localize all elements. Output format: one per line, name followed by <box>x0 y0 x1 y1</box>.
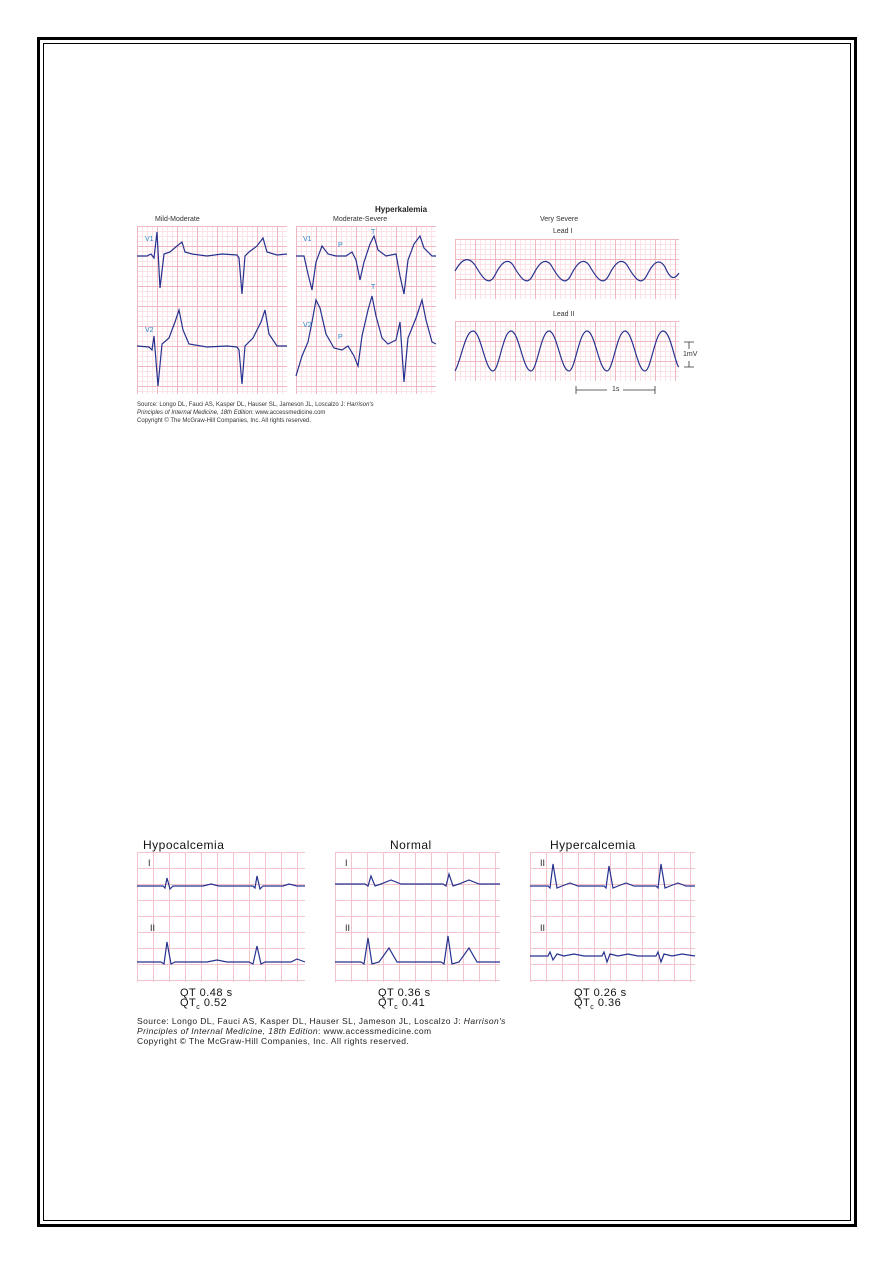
ecg-trace-very-severe-lead-i <box>455 239 679 299</box>
lead-i-label-hypercalcemia: II <box>540 858 546 868</box>
qt-value-normal: QT 0.36 s <box>378 987 431 999</box>
lead-ii-label-hypercalcemia: II <box>540 923 546 933</box>
hyperkalemia-source: Source: Longo DL, Fauci AS, Kasper DL, Hauser SL, Jameson JL, Loscalzo J: Harrison's Principles of Internal Medicine, 18th Edition: www.accessmedicine.com Copyright © The McGraw-Hill Companies, Inc. All rights reserved. <box>137 402 374 424</box>
panel-title-normal: Normal <box>390 838 432 852</box>
qtc-value-hypocalcemia: $QT_c$ 0.52 <box>180 997 228 1012</box>
lead-ii-label-normal: II <box>345 923 351 933</box>
lead-label-v2: V2 <box>145 327 154 334</box>
ecg-trace-very-severe-lead-ii <box>455 321 679 381</box>
lead-label-v2-moderate: V2 <box>303 322 312 329</box>
panel-title-mild-moderate: Mild-Moderate <box>155 216 200 223</box>
lead-label-v1: V1 <box>145 236 154 243</box>
ecg-trace-mild-moderate <box>137 226 287 394</box>
ecg-trace-moderate-severe <box>296 226 436 394</box>
panel-title-very-severe: Very Severe <box>540 216 579 223</box>
p-wave-label-v2: P <box>338 334 343 341</box>
qt-value-hypocalcemia: QT 0.48 s <box>180 987 233 999</box>
qtc-value-normal: $QT_c$ 0.41 <box>378 997 426 1012</box>
qt-value-hypercalcemia: QT 0.26 s <box>574 987 627 999</box>
lead-i-label-normal: I <box>345 858 348 868</box>
panel-title-moderate-severe: Moderate-Severe <box>333 216 388 223</box>
lead-i-title: Lead I <box>553 228 573 235</box>
qtc-value-hypercalcemia: $QT_c$ 0.36 <box>574 997 622 1012</box>
time-scale-label: 1s <box>612 386 620 393</box>
ecg-trace-hypercalcemia <box>530 852 695 982</box>
ecg-grid-hypocalcemia <box>137 852 305 982</box>
ecg-grid-normal <box>335 852 500 982</box>
ecg-grid-very-severe-lead-ii <box>455 321 679 381</box>
ecg-grid-moderate-severe <box>296 226 436 394</box>
lead-label-v1-moderate: V1 <box>303 236 312 243</box>
ecg-grid-hypercalcemia <box>530 852 695 982</box>
lead-i-label-hypocalcemia: I <box>148 858 151 868</box>
ecg-trace-hypocalcemia <box>137 852 305 982</box>
t-wave-label-v1: T <box>371 229 376 236</box>
ecg-trace-normal <box>335 852 500 982</box>
p-wave-label-v1: P <box>338 242 343 249</box>
hyperkalemia-title: Hyperkalemia <box>375 205 428 214</box>
ecg-grid-very-severe-lead-i <box>455 239 679 299</box>
panel-title-hypercalcemia: Hypercalcemia <box>550 838 636 852</box>
lead-ii-label-hypocalcemia: II <box>150 923 156 933</box>
t-wave-label-v2: T <box>371 284 376 291</box>
panel-title-hypocalcemia: Hypocalcemia <box>143 838 225 852</box>
ecg-grid-mild-moderate <box>137 226 287 394</box>
voltage-scale-label: 1mV <box>683 351 698 358</box>
calcium-source: Source: Longo DL, Fauci AS, Kasper DL, Hauser SL, Jameson JL, Loscalzo J: Harrison's Principles of Internal Medicine, 18th Edition: www.accessmedicine.com Copyright © The McGraw-Hill Companies, Inc. All rights reserved. <box>137 1016 506 1046</box>
lead-ii-title: Lead II <box>553 311 575 318</box>
